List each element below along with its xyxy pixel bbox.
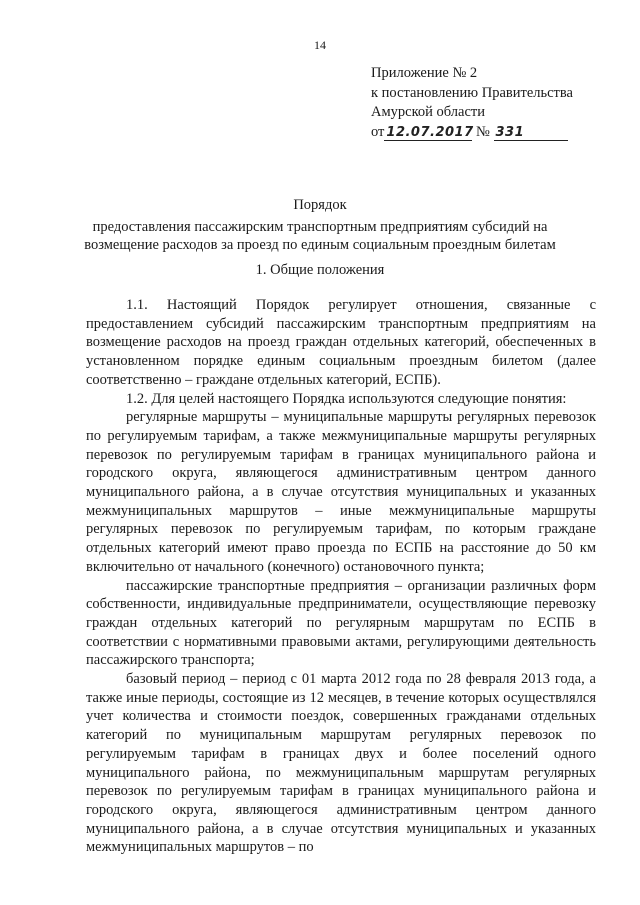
page-number: 14 <box>314 38 326 52</box>
paragraph: регулярные маршруты – муниципальные маршруты регулярных перевозок по регулируемым тарифам, а также межмуниципальные маршруты регулярных перевозок по регулируемым тарифам в границах муниципального района и городского округа, являющегося административным центром данного муниципального района, а в случае отсутствия муниципальных и указанных межмуниципальных маршрутов – иные межмуниципальные маршруты регулярных перевозок по регулируемым тарифам, по которым граждане отдельных категорий имеют право проезда по ЕСПБ на расстояние до 50 км включительно от начального (конечного) остановочного пункта; <box>86 409 596 575</box>
document-title <box>0 196 640 255</box>
paragraph: 1.1. Настоящий Порядок регулирует отношения, связанные с предоставлением субсидий пассажирским транспортным предприятиям на возмещение расходов на проезд граждан отдельных категорий, обеспеченных в установленном порядке единым социальным проездным билетом (далее соответственно – граждане отдельных категорий, ЕСПБ). <box>86 297 596 388</box>
body-text <box>86 296 596 871</box>
appendix-label: Приложение № 2 <box>371 65 478 81</box>
section-heading: 1. Общие положения <box>255 262 385 278</box>
paragraph: пассажирские транспортные предприятия – организации различных форм собственности, индивидуальные предприниматели, осуществляющие перевозку граждан отдельных категорий по регулярным маршрутам по ЕСПБ в соответствии с нормативными правовыми актами, регулирующими деятельность пассажирского транспорта; <box>86 577 596 669</box>
date-handwritten: 12.07.2017 <box>386 124 474 140</box>
appendix-header <box>371 64 621 142</box>
paragraph: базовый период – период с 01 марта 2012 года по 28 февраля 2013 года, а также иные периоды, состоящие из 12 месяцев, в течение которых осуществлялся учет количества и стоимости поездок, совершенных гражданами отдельных категорий по муниципальным маршрутам регулярных перевозок по регулируемым тарифам в границах двух и более поселений одного муниципального района, по межмуниципальным маршрутам регулярных перевозок по регулируемым тарифам в границах муниципального района и городского округа, являющегося административным центром данного муниципального района, а в случае отсутствия муниципальных и указанных межмуниципальных маршрутов – по <box>86 671 596 856</box>
title-subtitle-line2: возмещение расходов за проезд по единым социальным проездным билетам <box>84 237 556 253</box>
paragraph: 1.2. Для целей настоящего Порядка используются следующие понятия: <box>126 390 567 407</box>
title-heading: Порядок <box>293 197 347 213</box>
appendix-region: Амурской области <box>371 104 485 120</box>
number-prefix: № <box>476 123 490 140</box>
number-handwritten: 331 <box>494 125 568 141</box>
date-prefix: от <box>371 123 385 140</box>
title-subtitle-line1: предоставления пассажирским транспортным предприятиям субсидий на <box>92 218 548 235</box>
appendix-resolution: к постановлению Правительства <box>371 84 573 101</box>
appendix-date-line <box>371 123 621 143</box>
